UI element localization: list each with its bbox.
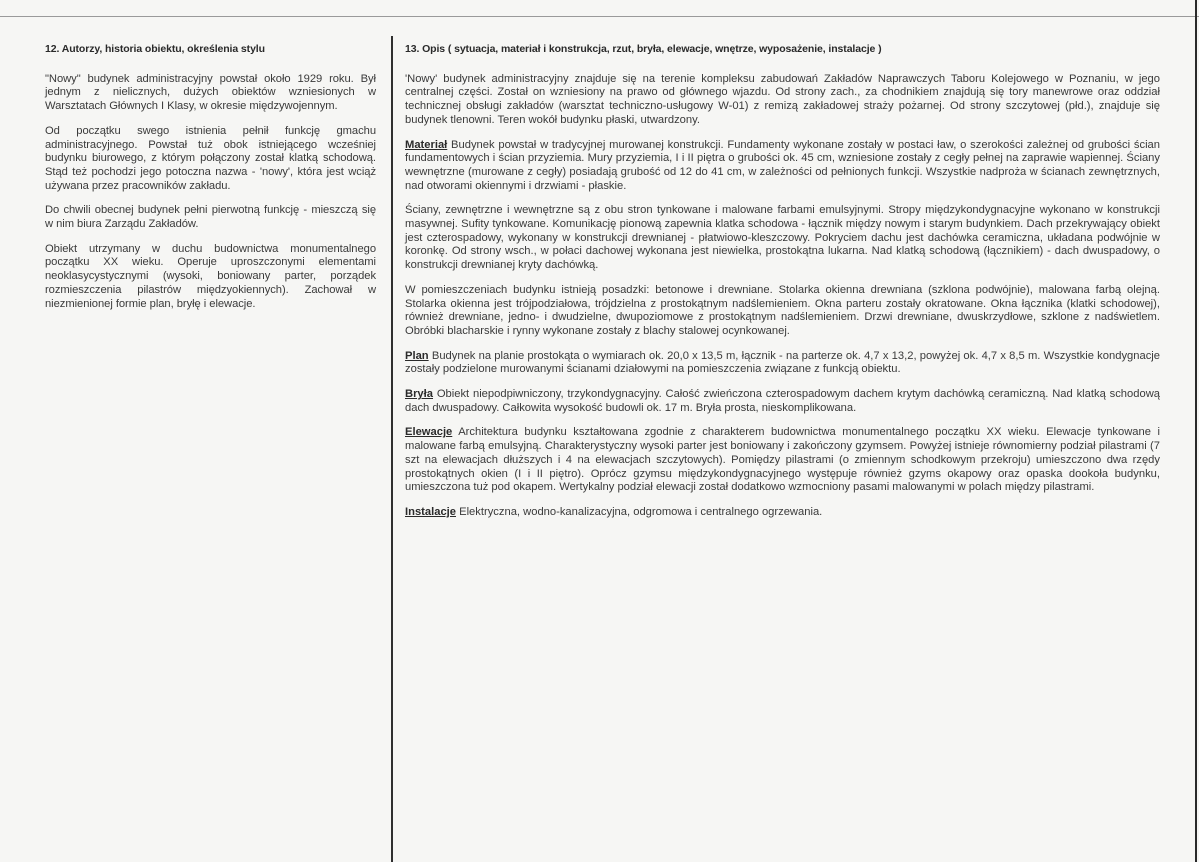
bryla-text: Obiekt niepodpiwniczony, trzykondygnacyjny. Całość zwieńczona czterospadowym dachem krytym dachówką ceramiczną. Nad klatką schodową dach dwuspadowy. Całkowita wysokość budowli ok. 17 m. Bryła prosta, nieskomplikowana. — [405, 388, 1160, 414]
history-paragraph-3: Do chwili obecnej budynek pełni pierwotną funkcję - mieszczą się w nim biura Zarządu Zakładów. — [45, 204, 376, 231]
plan-text: Budynek na planie prostokąta o wymiarach ok. 20,0 x 13,5 m, łącznik - na parterze ok. 4,7 x 13,2, powyżej ok. 4,7 x 8,5 m. Wszystkie kondygnacje zostały podzielone murowanymi ścianami działowymi na pomieszczenia związane z funkcją obiektu. — [405, 349, 1160, 376]
history-paragraph-1: "Nowy" budynek administracyjny powstał około 1929 roku. Był jednym z nielicznych, dużych obiektów wzniesionych w Warsztatach Głównych I Klasy, w okresie międzywojennym. — [45, 72, 376, 113]
plan-label: Plan — [405, 349, 429, 362]
elewacje-paragraph — [405, 426, 1160, 495]
column-divider — [391, 36, 393, 862]
history-paragraph-4: Obiekt utrzymany w duchu budownictwa monumentalnego początku XX wieku. Operuje uproszczonymi elementami neoklasycystycznymi (wysoki, boniowany parter, porządek rozmieszczenia pilastrów międzyokiennych). Zachował w niezmienionej formie plan, bryłę i elewacje. — [45, 242, 376, 310]
instalacje-label: Instalacje — [405, 505, 456, 518]
material-paragraph — [405, 139, 1160, 194]
right-column — [405, 43, 1160, 531]
bryla-label: Bryła — [405, 388, 433, 401]
instalacje-paragraph — [405, 506, 1160, 520]
floors-windows-paragraph: W pomieszczeniach budynku istnieją posadzki: betonowe i drewniane. Stolarka okienna drewniana (szklona podwójnie), malowana farbą olejną. Stolarka okienna jest trójpodziałowa, trójdzielna z prostokątnym nadślemieniem. Okna parteru zostały okratowane. Okna łącznika (klatki schodowej), również drewniane, jedno- i dwudzielne, dwupoziomowe z prostokątnym nadślemieniem. Drzwi drewniane, dwuskrzydłowe, szklone z nadświetlem. Obróbki blacharskie i rynny wykonane zostały z blachy stalowej ocynkowanej. — [405, 283, 1160, 337]
description-intro: 'Nowy' budynek administracyjny znajduje się na terenie kompleksu zabudowań Zakładów Naprawczych Taboru Kolejowego w Poznaniu, w jego centralnej części. Został on wzniesiony na prawo od głównego wjazdu. Od strony zach., za chodnikiem znajdują się tory manewrowe oraz oddział technicznej obsługi zakładów (warsztat techniczno-usługowy W-01) z remizą zakładowej straży pożarnej. Od strony szczytowej (płd.), znajduje się budynek tlenowni. Teren wokół budynku płaski, utwardzony. — [405, 72, 1160, 126]
plan-paragraph — [405, 350, 1160, 377]
section-12-heading: 12. Autorzy, historia obiektu, określenia stylu — [45, 43, 265, 55]
right-border-line — [1195, 0, 1197, 862]
history-paragraph-2: Od początku swego istnienia pełnił funkcję gmachu administracyjnego. Powstał tuż obok istniejącego wcześniej budynku biurowego, z którym połączony został klatką schodową. Stąd też pochodzi jego potoczna nazwa - 'nowy', która jest wciąż używana przez pracowników zakładu. — [45, 124, 376, 192]
elewacje-label: Elewacje — [405, 426, 453, 439]
instalacje-text: Elektryczna, wodno-kanalizacyjna, odgromowa i centralnego ogrzewania. — [456, 505, 823, 518]
top-border-line — [0, 16, 1199, 17]
material-label: Materiał — [405, 138, 448, 151]
elewacje-text: Architektura budynku kształtowana zgodnie z charakterem budownictwa monumentalnego początku XX wieku. Elewacje tynkowane i malowane farbą emulsyjną. Charakterystyczny wysoki parter jest boniowany i zakończony gzymsem. Powyżej istnieje równomierny podział pilastrami (7 szt na elewacjach dłuższych i 4 na elewacjach szczytowych). Pomiędzy pilastrami (o zmiennym schodkowym przekroju) umieszczono dwa rzędy prostokątnych okien (I i II piętro). Oprócz gzymsu międzykondygnacyjnego występuje również gzyms okapowy oraz opaska dookoła budynku, umieszczona tuż pod okapem. Wertykalny podział elewacji został dodatkowo wzmocniony pasami malowanymi w polach między pilastrami. — [405, 426, 1160, 494]
left-column — [45, 43, 376, 322]
bryla-paragraph — [405, 388, 1160, 415]
section-13-heading: 13. Opis ( sytuacja, materiał i konstrukcja, rzut, bryła, elewacje, wnętrze, wyposażenie, instalacje ) — [405, 43, 882, 55]
material-text: Budynek powstał w tradycyjnej murowanej konstrukcji. Fundamenty wykonane zostały w postaci ław, o szerokości zależnej od grubości ścian fundamentowych i ścian przyziemia. Mury przyziemia, I i II piętra o grubości ok. 45 cm, wzniesione zostały z cegły pełnej na zaprawie wapiennej. Ściany wewnętrzne (murowane z cegły) posiadają grubość od 12 do 41 cm, w zależności od pełnionych funkcji. Wszystkie nadproża w ścianach zewnętrznych, nad otworami okiennymi i drzwiami - płaskie. — [405, 138, 1160, 192]
walls-paragraph: Ściany, zewnętrzne i wewnętrzne są z obu stron tynkowane i malowane farbami emulsyjnymi. Stropy międzykondygnacyjne wykonano w konstrukcji masywnej. Sufity tynkowane. Komunikację pionową zapewnia klatka schodowa - łącznik między nowym i starym budynkiem. Dach przekrywający obiekt jest czterospadowy, wykonany w konstrukcji drewnianej - płatwiowo-kleszczowy. Pokryciem dachu jest dachówka ceramiczna, układana podwójnie w koronkę. Od strony wsch., w połaci dachowej wykonana jest niewielka, prostokątna lukarna. Nad klatką schodową (łącznikiem) - dach dwuspadowy, o konstrukcji drewnianej kryty dachówką. — [405, 204, 1160, 272]
